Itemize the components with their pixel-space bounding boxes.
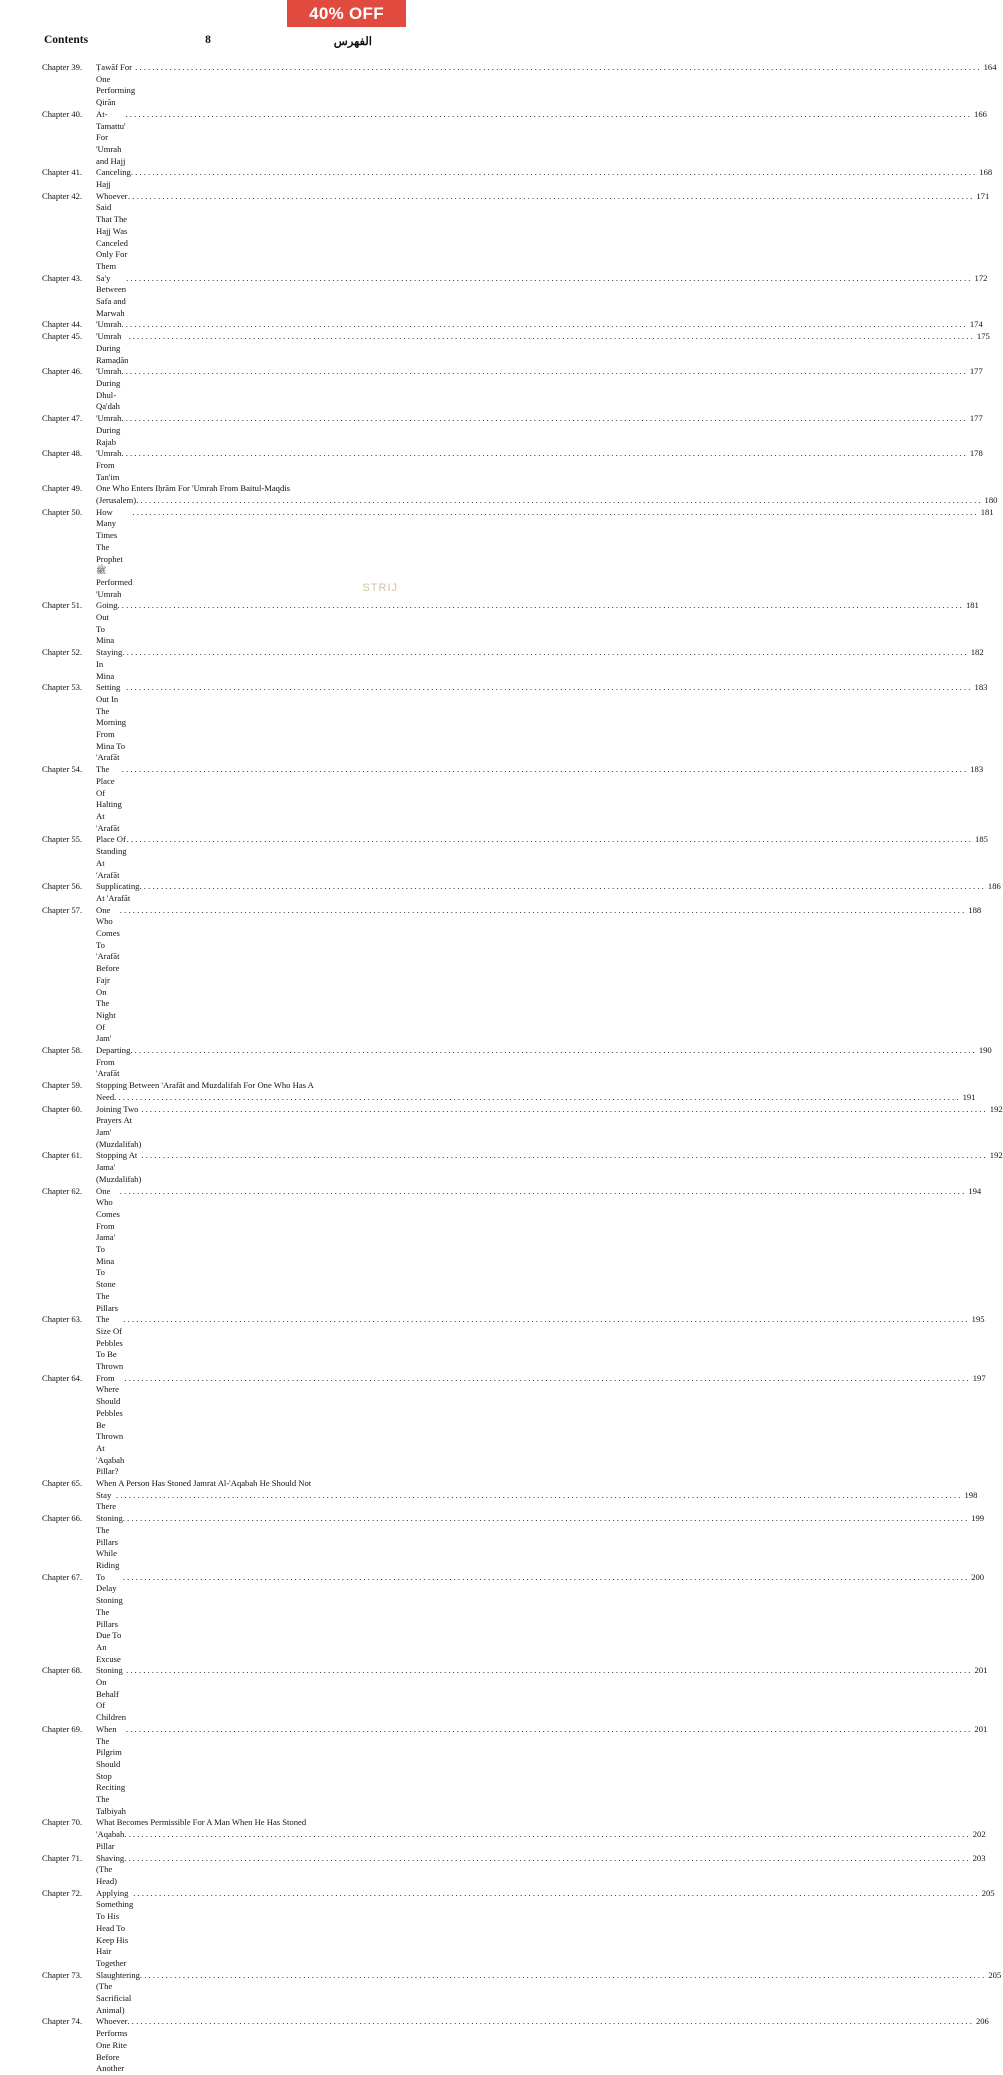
dot-leader (140, 1970, 984, 2017)
chapter-title: 'Umrah From Tan'im (96, 448, 122, 482)
chapter-number: Chapter 67. (42, 1571, 83, 1582)
toc-row (42, 62, 997, 109)
chapter-title: Staying In Mina (96, 647, 123, 681)
chapter-page: 200 (971, 1571, 985, 1582)
dot-leader (120, 1186, 964, 1315)
chapter-number: Chapter 53. (42, 682, 83, 693)
dot-leader (121, 413, 965, 448)
chapter-number: Chapter 63. (42, 1314, 83, 1325)
chapter-page: 205 (988, 1969, 1002, 1980)
toc-row (42, 1372, 986, 1478)
chapter-number: Chapter 58. (42, 1045, 83, 1056)
toc-row (42, 600, 979, 647)
chapter-title: At-Tamattu' For 'Umrah and Hajj (96, 108, 126, 166)
chapter-title: How Many Times The Prophet ﷺ Performed 'Umrah (96, 506, 133, 599)
chapter-title: To Delay Stoning The Pillars Due To An Excuse (96, 1571, 123, 1664)
chapter-page: 164 (983, 62, 997, 72)
chapter-page: 198 (964, 1489, 978, 1500)
chapter-page: 172 (974, 272, 988, 283)
dot-leader (136, 495, 980, 507)
chapter-title-continued: (Jerusalem) (96, 495, 137, 506)
chapter-title-continued: Stay There (96, 1489, 117, 1512)
chapter-number: Chapter 60. (42, 1103, 83, 1114)
chapter-number: Chapter 68. (42, 1665, 83, 1676)
dot-leader (126, 1665, 970, 1724)
chapter-page: 175 (976, 331, 990, 342)
chapter-page: 177 (969, 366, 983, 377)
chapter-number: Chapter 52. (42, 647, 83, 658)
dot-leader (133, 1888, 977, 1970)
chapter-page: 177 (969, 413, 983, 424)
chapter-page: 201 (974, 1723, 988, 1734)
chapter-page: 205 (981, 1887, 995, 1898)
discount-badge: 40% OFF (287, 0, 406, 27)
dot-leader (124, 1853, 968, 1888)
chapter-page: 188 (968, 904, 982, 915)
chapter-title: Shaving (The Head) (96, 1852, 125, 1886)
chapter-number: Chapter 72. (42, 1887, 83, 1898)
chapter-page: 202 (972, 1829, 986, 1840)
chapter-page: 191 (962, 1091, 976, 1102)
chapter-title: One Who Comes From Jama' To Mina To Stone The Pillars (96, 1185, 120, 1313)
chapter-title: Slaughtering (The Sacrificial Animal) (96, 1969, 140, 2015)
chapter-number: Chapter 54. (42, 764, 83, 775)
chapter-title: Supplicating At 'Arafāt (96, 881, 140, 903)
chapter-title: Whoever Performs One Rite Before Another (96, 2016, 128, 2074)
toc-row (42, 1817, 986, 1852)
chapter-number: Chapter 66. (42, 1513, 83, 1524)
dot-leader (117, 600, 961, 647)
toc-row (42, 1185, 982, 1315)
chapter-number: Chapter 61. (42, 1150, 83, 1161)
chapter-number: Chapter 62. (42, 1185, 83, 1196)
chapter-title: Setting Out In The Morning From Mina To 'Arafāt (96, 682, 127, 763)
chapter-page: 190 (978, 1045, 992, 1056)
chapter-title: When A Person Has Stoned Jamrat Al-'Aqabah He Should Not (96, 1478, 312, 1489)
chapter-page: 166 (974, 108, 987, 119)
chapter-title: 'Umrah During Ramaḍān (96, 331, 129, 365)
dot-leader (128, 331, 972, 366)
dot-leader (123, 1572, 967, 1666)
header-contents: Contents (44, 34, 89, 46)
chapter-number: Chapter 44. (42, 319, 83, 330)
chapter-page: 183 (970, 764, 984, 775)
chapter-page: 192 (989, 1150, 1003, 1161)
chapter-number: Chapter 39. (42, 62, 83, 72)
toc-row (42, 904, 982, 1045)
dot-leader (128, 191, 972, 273)
chapter-page: 185 (975, 834, 988, 845)
chapter-number: Chapter 65. (42, 1478, 83, 1489)
chapter-title: Canceling Hajj (96, 167, 131, 190)
chapter-number: Chapter 43. (42, 272, 83, 283)
page-header (44, 34, 372, 52)
toc-row (42, 1665, 988, 1724)
toc-row (42, 448, 983, 483)
chapter-title: What Becomes Permissible For A Man When He Has Stoned (96, 1817, 307, 1828)
toc-row (42, 1103, 1003, 1151)
dot-leader (114, 1092, 958, 1104)
dot-leader (130, 1045, 974, 1080)
page-number: 8 (205, 34, 211, 46)
dot-leader (122, 647, 966, 682)
chapter-title: The Size Of Pebbles To Be Thrown (96, 1314, 124, 1372)
chapter-page: 181 (965, 600, 979, 611)
toc-row (42, 881, 1001, 904)
toc-row (42, 167, 993, 190)
chapter-page: 201 (974, 1665, 988, 1676)
chapter-number: Chapter 48. (42, 448, 83, 459)
toc-row (42, 682, 988, 764)
toc-row (42, 366, 983, 413)
toc-row (42, 190, 990, 273)
dot-leader (126, 273, 970, 320)
toc-row (42, 647, 984, 682)
chapter-title: Stopping Between 'Arafāt and Muzdalifah For One Who Has A (96, 1080, 314, 1091)
dot-leader (126, 682, 970, 764)
chapter-number: Chapter 64. (42, 1372, 83, 1383)
chapter-title: 'Umrah During Dhul-Qa'dah (96, 366, 122, 412)
dot-leader (122, 764, 966, 834)
chapter-title: Going Out To Mina (96, 600, 118, 646)
chapter-title: The Place Of Halting At 'Arafāt (96, 764, 122, 833)
dot-leader (135, 62, 979, 109)
chapter-number: Chapter 42. (42, 190, 83, 201)
chapter-title: Applying Something To His Head To Keep His Hair Together (96, 1887, 134, 1968)
chapter-number: Chapter 47. (42, 413, 83, 424)
toc-row (42, 1150, 1003, 1185)
chapter-title: One Who Comes To 'Arafāt Before Fajr On The Night Of Jam' (96, 904, 120, 1044)
toc-row (42, 1478, 978, 1513)
dot-leader (121, 448, 965, 483)
chapter-title: Stoning The Pillars While Riding (96, 1513, 123, 1570)
chapter-number: Chapter 70. (42, 1817, 83, 1828)
chapter-title: From Where Should Pebbles Be Thrown At 'Aqabah Pillar? (96, 1372, 125, 1477)
chapter-title-continued: Need (96, 1091, 115, 1102)
toc-row (42, 834, 988, 881)
chapter-number: Chapter 45. (42, 331, 83, 342)
dot-leader (124, 1829, 968, 1852)
chapter-page: 203 (972, 1852, 986, 1863)
dot-leader (126, 1724, 970, 1818)
header-arabic-title: الفهرس (333, 36, 372, 48)
chapter-page: 180 (984, 495, 998, 506)
dot-leader (121, 319, 965, 331)
chapter-number: Chapter 49. (42, 483, 83, 494)
chapter-page: 199 (971, 1513, 985, 1524)
chapter-title: Joining Two Prayers At Jam' (Muzdalifah) (96, 1103, 142, 1149)
chapter-number: Chapter 55. (42, 834, 83, 845)
chapter-number: Chapter 41. (42, 167, 83, 178)
chapter-page: 183 (974, 682, 988, 693)
toc-row (42, 1887, 995, 1970)
chapter-title: Ṭawāf For One Performing Qirān (96, 62, 136, 108)
toc-row (42, 2016, 989, 2075)
chapter-title: When The Pilgrim Should Stop Reciting The Talbiyah (96, 1723, 126, 1816)
chapter-page: 195 (971, 1314, 985, 1325)
chapter-page: 181 (980, 506, 994, 517)
dot-leader (127, 834, 971, 881)
watermark-logo: STRIJ (362, 582, 398, 594)
chapter-page: 192 (989, 1103, 1003, 1114)
dot-leader (128, 2016, 972, 2075)
chapter-page: 174 (969, 319, 983, 330)
dot-leader (121, 366, 965, 413)
toc-row (42, 319, 983, 331)
dot-leader (132, 507, 976, 601)
dot-leader (123, 1513, 967, 1572)
chapter-number: Chapter 50. (42, 506, 83, 517)
toc-row (42, 1852, 986, 1888)
chapter-page: 186 (987, 881, 1001, 892)
chapter-number: Chapter 46. (42, 366, 83, 377)
chapter-number: Chapter 40. (42, 108, 83, 119)
toc-row (42, 764, 984, 834)
dot-leader (124, 1373, 968, 1478)
chapter-title: Place Of Standing At 'Arafāt (96, 834, 127, 880)
chapter-title: One Who Enters Iḥrām For 'Umrah From Baitul-Maqdis (96, 483, 291, 494)
chapter-number: Chapter 73. (42, 1969, 83, 1980)
dot-leader (131, 167, 975, 190)
chapter-number: Chapter 57. (42, 904, 83, 915)
chapter-title: 'Umrah During Rajab (96, 413, 122, 447)
chapter-page: 194 (968, 1185, 982, 1196)
dot-leader (126, 109, 970, 168)
chapter-number: Chapter 59. (42, 1080, 83, 1091)
toc-row (42, 1571, 985, 1666)
toc-row (42, 1513, 985, 1572)
chapter-number: Chapter 51. (42, 600, 83, 611)
chapter-number: Chapter 74. (42, 2016, 83, 2027)
chapter-page: 182 (970, 647, 984, 658)
chapter-number: Chapter 69. (42, 1723, 83, 1734)
toc-row (42, 1723, 988, 1818)
toc-row (42, 1080, 976, 1103)
chapter-title: Stoning On Behalf Of Children (96, 1665, 127, 1723)
dot-leader (141, 1104, 985, 1151)
chapter-number: Chapter 56. (42, 881, 83, 892)
chapter-number: Chapter 71. (42, 1852, 83, 1863)
chapter-page: 197 (972, 1372, 986, 1383)
toc-row (42, 1314, 985, 1373)
dot-leader (116, 1490, 960, 1513)
chapter-page: 206 (975, 2016, 989, 2027)
chapter-page: 171 (976, 190, 990, 201)
dot-leader (141, 1150, 985, 1185)
toc-row (42, 483, 998, 506)
chapter-page: 168 (979, 167, 993, 178)
chapter-title-continued: 'Aqabah Pillar (96, 1829, 125, 1851)
dot-leader (123, 1314, 967, 1373)
chapter-page: 178 (969, 448, 983, 459)
toc-row (42, 1969, 1002, 2017)
chapter-title: Sa'y Between Safa and Marwah (96, 272, 127, 318)
chapter-title: Departing From 'Arafāt (96, 1045, 131, 1079)
toc-row (42, 413, 983, 448)
toc-row (42, 272, 988, 320)
dot-leader (139, 881, 983, 904)
chapter-title: 'Umrah (96, 319, 122, 330)
chapter-title: Stopping At Jama' (Muzdalifah) (96, 1150, 142, 1184)
toc-row (42, 331, 990, 366)
toc-row (42, 108, 987, 168)
chapter-title: Whoever Said That The Hajj Was Canceled Only For Them (96, 190, 128, 271)
toc-row (42, 1045, 992, 1080)
dot-leader (120, 905, 964, 1045)
